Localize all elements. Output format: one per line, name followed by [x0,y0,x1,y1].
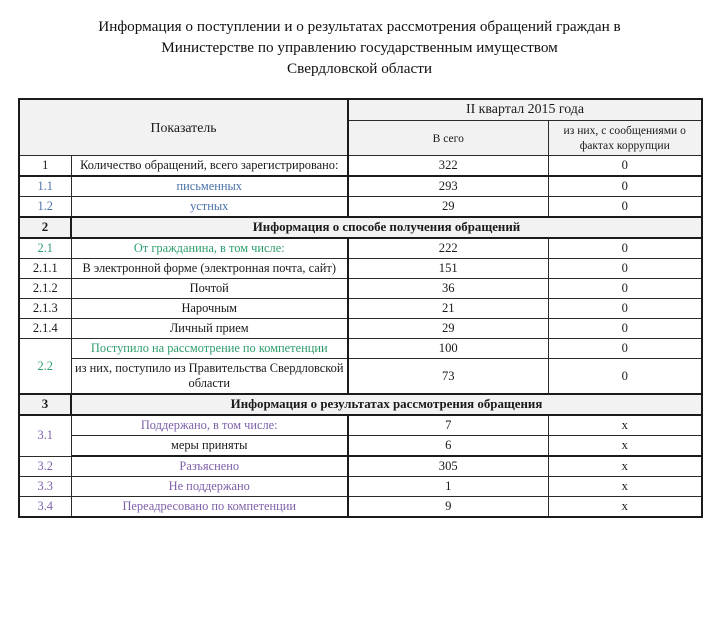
row-corruption-value: 0 [548,259,702,279]
row-indicator: В электронной форме (электронная почта, сайт) [71,259,348,279]
column-header-corruption: из них, с сообщениями о фактах коррупции [548,121,702,156]
table-row [19,319,702,339]
title-line-2: Министерстве по управлению государственным имуществом [161,39,558,56]
table-row [19,197,702,218]
row-indicator: Не поддержано [71,477,348,497]
row-total-value: 305 [348,456,548,477]
table-section-row [19,217,702,238]
section-title: Информация о способе получения обращений [71,217,702,238]
row-corruption-value: х [548,456,702,477]
row-total-value: 73 [348,359,548,395]
row-number: 3.2 [19,456,71,477]
header-row-1 [19,99,702,121]
title-line-1: Информация о поступлении и о результатах рассмотрения обращений граждан в [98,18,621,35]
row-corruption-value: х [548,436,702,457]
table-row [19,339,702,359]
row-total-value: 7 [348,415,548,436]
table-row [19,477,702,497]
row-corruption-value: 0 [548,176,702,197]
table-row [19,415,702,436]
row-number: 2.1.1 [19,259,71,279]
row-indicator: устных [71,197,348,218]
row-indicator: Разъяснено [71,456,348,477]
table-row [19,176,702,197]
column-header-period: II квартал 2015 года [348,99,702,121]
row-total-value: 6 [348,436,548,457]
row-indicator: От гражданина, в том числе: [71,238,348,259]
table-row [19,299,702,319]
table-row [19,497,702,518]
table-row [19,259,702,279]
table-body [19,156,702,518]
section-number: 3 [19,394,71,415]
page-title [0,0,719,79]
row-number: 2.1 [19,238,71,259]
row-number: 3.1 [19,415,71,456]
column-header-total: В сего [348,121,548,156]
row-indicator: Личный прием [71,319,348,339]
row-corruption-value: 0 [548,359,702,395]
section-title: Информация о результатах рассмотрения обращения [71,394,702,415]
row-total-value: 100 [348,339,548,359]
row-total-value: 29 [348,319,548,339]
table-row [19,279,702,299]
row-indicator: Нарочным [71,299,348,319]
row-number: 3.3 [19,477,71,497]
title-line-3: Свердловской области [287,60,432,77]
column-header-indicator: Показатель [19,99,348,156]
row-number: 2.1.3 [19,299,71,319]
row-indicator: Поддержано, в том числе: [71,415,348,436]
row-total-value: 293 [348,176,548,197]
row-total-value: 29 [348,197,548,218]
row-total-value: 151 [348,259,548,279]
row-number: 2.1.2 [19,279,71,299]
row-corruption-value: 0 [548,319,702,339]
row-corruption-value: 0 [548,156,702,177]
row-corruption-value: 0 [548,339,702,359]
row-number: 2.2 [19,339,71,395]
report-table-wrapper [18,98,701,518]
table-row [19,359,702,395]
row-corruption-value: 0 [548,238,702,259]
row-indicator: Почтой [71,279,348,299]
row-indicator: Поступило на рассмотрение по компетенции [71,339,348,359]
row-number: 3.4 [19,497,71,518]
row-corruption-value: 0 [548,299,702,319]
section-number: 2 [19,217,71,238]
row-number: 1 [19,156,71,177]
row-corruption-value: х [548,415,702,436]
table-row [19,238,702,259]
row-total-value: 222 [348,238,548,259]
row-number: 1.2 [19,197,71,218]
row-corruption-value: 0 [548,279,702,299]
row-number: 1.1 [19,176,71,197]
row-indicator: Количество обращений, всего зарегистрировано: [71,156,348,177]
row-total-value: 36 [348,279,548,299]
table-head [19,99,702,156]
row-number: 2.1.4 [19,319,71,339]
table-row [19,456,702,477]
row-total-value: 322 [348,156,548,177]
row-corruption-value: х [548,477,702,497]
row-indicator: из них, поступило из Правительства Свердловской области [71,359,348,395]
row-corruption-value: х [548,497,702,518]
table-section-row [19,394,702,415]
table-row [19,436,702,457]
table-row [19,156,702,177]
report-table [18,98,703,518]
row-corruption-value: 0 [548,197,702,218]
row-indicator: Переадресовано по компетенции [71,497,348,518]
row-total-value: 1 [348,477,548,497]
row-total-value: 21 [348,299,548,319]
row-total-value: 9 [348,497,548,518]
row-indicator: меры приняты [71,436,348,457]
row-indicator: письменных [71,176,348,197]
